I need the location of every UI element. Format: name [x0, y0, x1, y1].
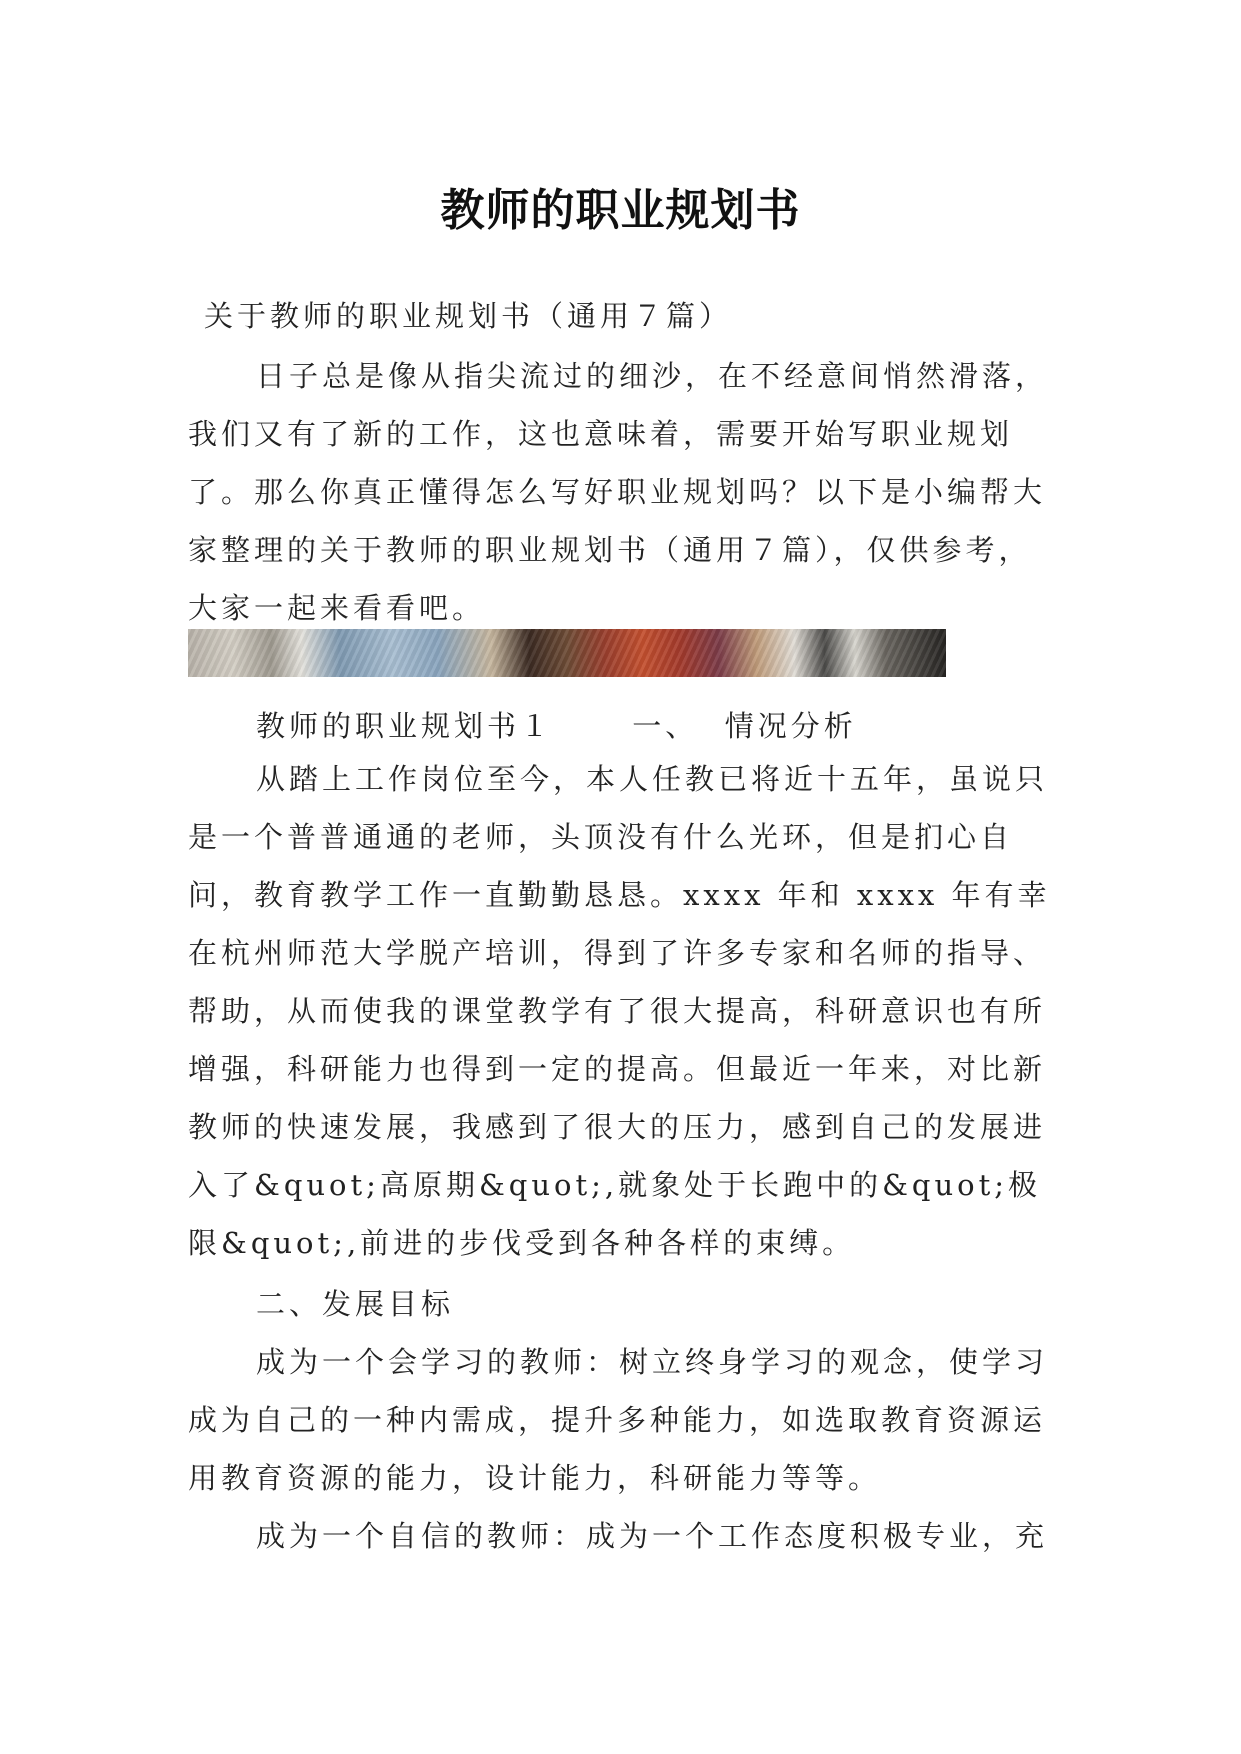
intro-paragraph: 日子总是像从指尖流过的细沙，在不经意间悄然滑落，我们又有了新的工作，这也意味着，需要开始写职业规划了。那么你真正懂得怎么写好职业规划吗？以下是小编帮大家整理的关于教师的职业规划书（通用７篇），仅供参考，大家一起来看看吧。	[188, 359, 1049, 625]
document-title: 教师的职业规划书	[440, 185, 801, 237]
paragraph-situation-analysis: 从踏上工作岗位至今，本人任教已将近十五年，虽说只是一个普普通通的老师，头顶没有什么光环，但是扪心自问，教育教学工作一直勤勤恳恳。xxxx 年和 xxxx 年有幸在杭州师范大学脱产培训，得到了许多专家和名师的指导、帮助，从而使我的课堂教学有了很大提高，科研意识也有所增强，科研能力也得到一定的提高。但最近一年来，对比新教师的快速发展，我感到了很大的压力，感到自己的发展进入了&quot;高原期&quot;,就象处于长跑中的&quot;极限&quot;,前进的步伐受到各种各样的束缚。	[188, 762, 1051, 1260]
banner-image	[188, 629, 946, 677]
section-heading-2: 二、发展目标	[256, 1287, 455, 1321]
paragraph-goal-confidence: 成为一个自信的教师：成为一个工作态度积极专业，充	[256, 1519, 1049, 1553]
document-subtitle: 关于教师的职业规划书（通用７篇）	[204, 299, 733, 333]
paragraph-goal-learning: 成为一个会学习的教师：树立终身学习的观念，使学习成为自己的一种内需成，提升多种能力，如选取教育资源运用教育资源的能力，设计能力，科研能力等等。	[188, 1345, 1049, 1495]
section-heading-1: 教师的职业规划书１ 一、 情况分析	[256, 709, 857, 743]
